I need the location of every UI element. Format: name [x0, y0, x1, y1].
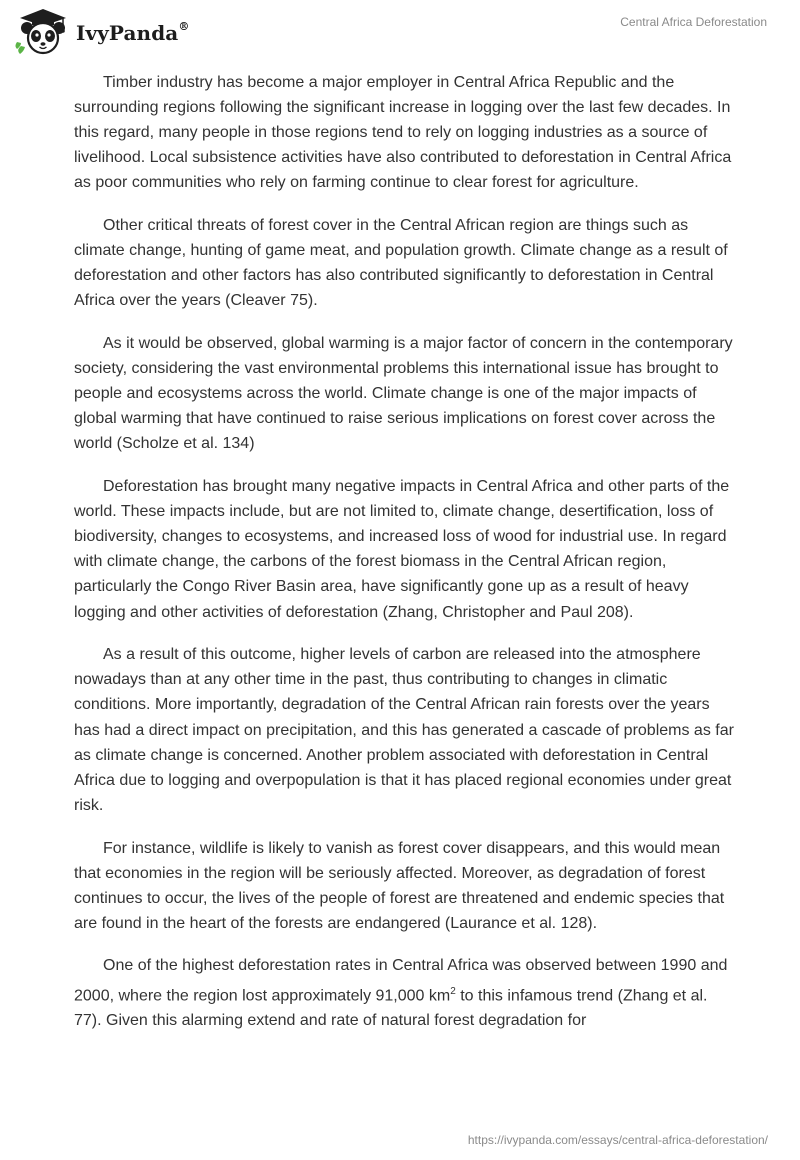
page-header [0, 0, 800, 64]
paragraph-7 [74, 953, 734, 1033]
document-title: Central Africa Deforestation [620, 15, 767, 29]
paragraph-3: As it would be observed, global warming is a major factor of concern in the contemporary society, considering the vast environmental problems this international issue has brought to people and ecosystems across the world. Climate change is one of the major impacts of global warming that have continued to raise serious implications on forest cover across the world (Scholze et al. 134) [74, 335, 733, 453]
ivypanda-logo[interactable] [14, 6, 189, 56]
paragraph-6: For instance, wildlife is likely to vanish as forest cover disappears, and this would mean that economies in the region will be seriously affected. Moreover, as degradation of forest continues to occur, the lives of the people of forest are threatened and endemic species that are found in the heart of the forests are endangered (Laurance et al. 128). [74, 839, 725, 932]
panda-graduate-icon [14, 6, 72, 56]
source-url[interactable]: https://ivypanda.com/essays/central-africa-deforestation/ [467, 1133, 768, 1147]
essay-body [74, 70, 734, 1051]
paragraph-1: Timber industry has become a major employer in Central Africa Republic and the surrounding regions following the significant increase in logging over the last few decades. In this regard, many people in those regions tend to rely on logging industries as a source of livelihood. Local subsistence activities have also contributed to deforestation in Central Africa as poor communities who rely on farming continue to clear forest for agriculture. [74, 74, 732, 192]
logo-wordmark [76, 21, 189, 45]
superscript-2: 2 [450, 985, 456, 997]
paragraph-5: As a result of this outcome, higher levels of carbon are released into the atmosphere nowadays than at any other time in the past, thus contributing to changes in climatic conditions. More importantly, degradation of the Central African rain forests over the years has had a direct impact on precipitation, and this has generated a cascade of problems as far as climate change is concerned. Another problem associated with deforestation in Central Africa due to logging and overpopulation is that it has placed regional economies under great risk. [74, 646, 734, 814]
paragraph-7-part-1: One of the highest deforestation rates in Central Africa was observed between 1990 and 2000, where the region lost approximately 91,000 km [74, 957, 728, 1004]
logo-name: IvyPanda [76, 21, 179, 45]
paragraph-7-part-2: to this infamous trend (Zhang et al. 77). Given this alarming extend and rate of natural forest degradation for [74, 986, 708, 1029]
paragraph-4: Deforestation has brought many negative impacts in Central Africa and other parts of the world. These impacts include, but are not limited to, climate change, desertification, loss of biodiversity, changes to ecosystems, and increased loss of wood for industrial use. In regard with climate change, the carbons of the forest biomass in the Central African region, particularly the Congo River Basin area, have significantly gone up as a result of heavy logging and other activities of deforestation (Zhang, Christopher and Paul 208). [74, 478, 730, 621]
registered-mark: ® [178, 20, 190, 34]
paragraph-2: Other critical threats of forest cover in the Central African region are things such as climate change, hunting of game meat, and population growth. Climate change as a result of deforestation and other factors has also contributed significantly to deforestation in Central Africa over the years (Cleaver 75). [74, 217, 728, 310]
